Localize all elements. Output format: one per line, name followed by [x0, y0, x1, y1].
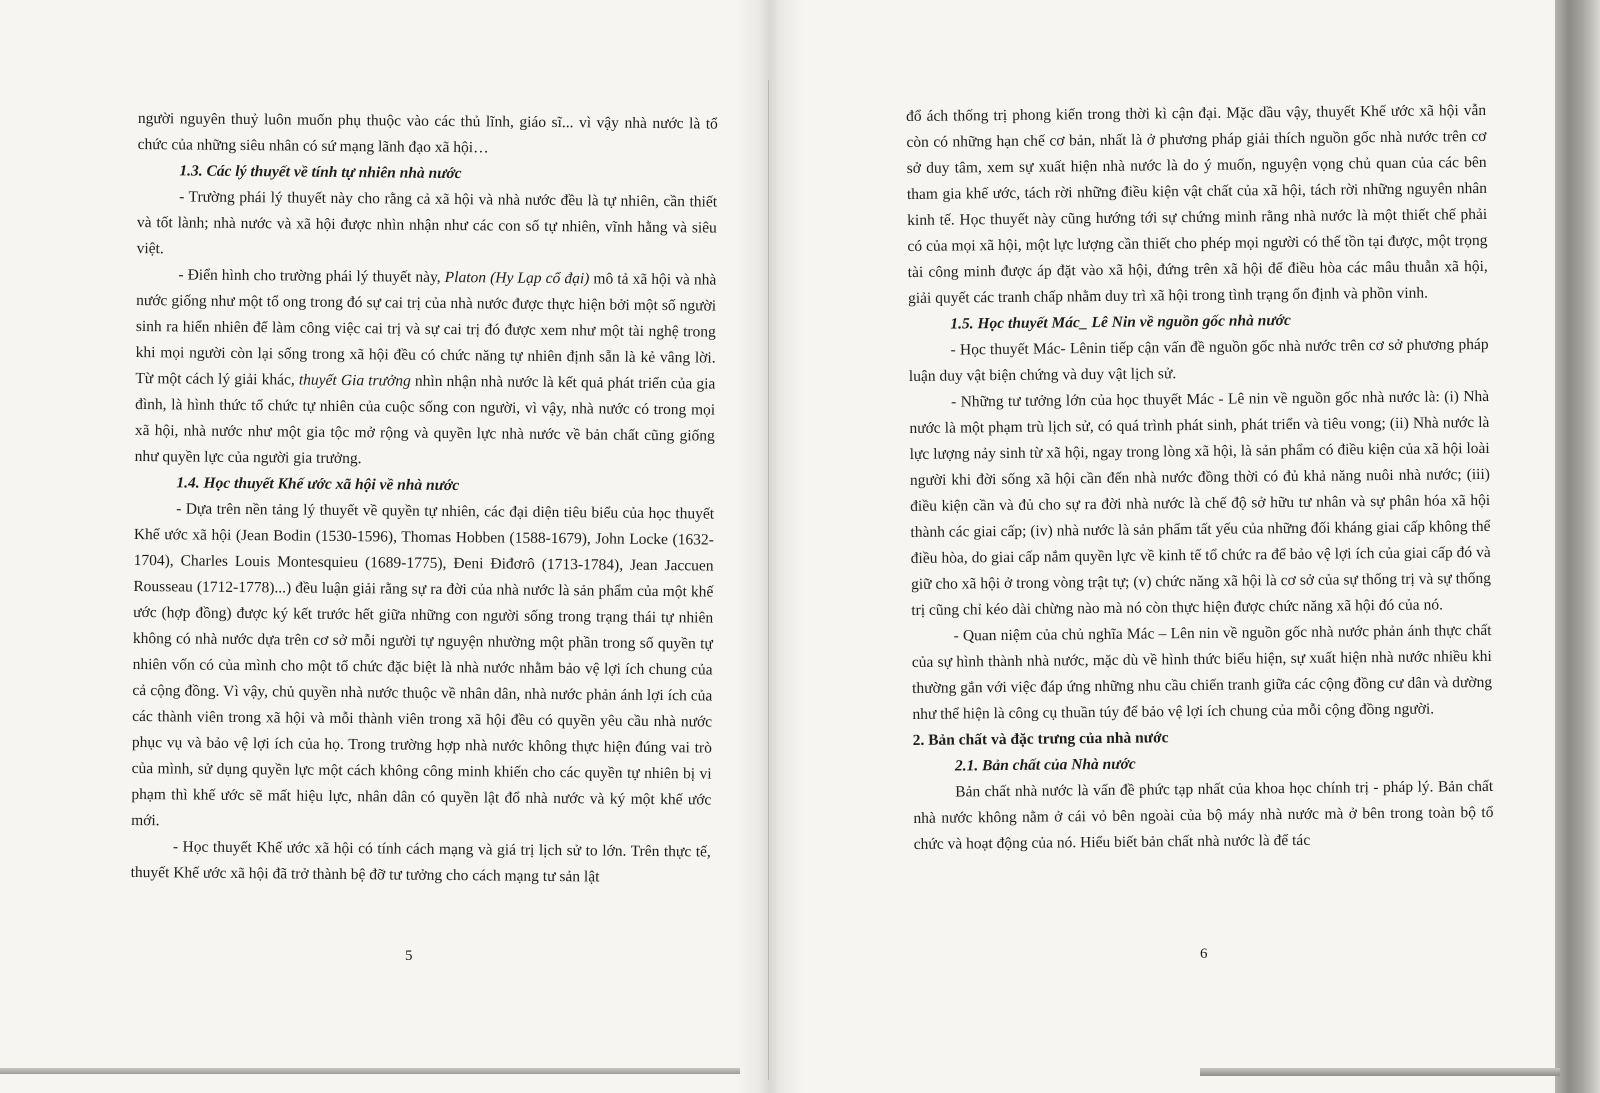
paragraph: - Những tư tưởng lớn của học thuyết Mác - Lê nin về nguồn gốc nhà nước là: (i) Nhà nước là một phạm trù lịch sử, có quá trình phát sinh, phát triển và tiêu vong; (ii) Nhà nước là lực lượng nảy sinh từ xã hội, ngay trong lòng xã hội, là sản phẩm có điều kiện của xã hội loài người khi đời sống xã hội cần đến nhà nước đồng thời có đủ khả năng nuôi nhà nước; (iii) điều kiện cần và đủ cho sự ra đời nhà nước là chế độ sở hữu tư nhân và sự phân hóa xã hội thành các giai cấp; (iv) nhà nước là sản phẩm tất yếu của những đối kháng giai cấp không thể điều hòa, do giai cấp nắm quyền lực về kinh tế tổ chức ra để bảo vệ lợi ích của giai cấp đó và giữ cho xã hội ở trong vòng trật tự; (v) chức năng xã hội là cơ sở của sự thống trị và sự thống trị cũng chỉ kéo dài chừng nào mà nó còn thực hiện được chức năng xã hội đó của nó. [909, 387, 1492, 619]
page-number: 5 [405, 948, 413, 964]
scan-bottom-edge-left [0, 1068, 740, 1074]
scan-edge [1555, 0, 1600, 1093]
paragraph: đổ ách thống trị phong kiến trong thời kì cận đại. Mặc dầu vậy, thuyết Khế ước xã hội vẫn còn có những hạn chế cơ bản, nhất là ở phương pháp giải thích nguồn gốc nhà nước trên cơ sở duy tâm, xem sự xuất hiện nhà nước là do ý muốn, nguyện vọng chủ quan của các bên tham gia khế ước, tách rời những điều kiện vật chất của xã hội, tách rời những nguyên nhân kinh tế. Học thuyết này cũng hướng tới sự chứng minh rằng nhà nước là một thiết chế phải có của mọi xã hội, một lực lượng cần thiết cho phép mọi người có thể tồn tại được, một trọng tài công minh được áp đặt vào xã hội, đứng trên xã hội để điều hòa các mâu thuẫn xã hội, giải quyết các tranh chấp nhằm duy trì xã hội trong tình trạng ổn định và phồn vinh. [906, 101, 1488, 307]
section-heading: 1.5. Học thuyết Mác_ Lê Nin về nguồn gốc nhà nước [950, 311, 1291, 333]
paragraph [135, 262, 717, 476]
paragraph: - Học thuyết Khế ước xã hội có tính cách mạng và giá trị lịch sử to lớn. Trên thực tế, thuyết Khế ước xã hội đã trở thành bệ đỡ tư tưởng cho cách mạng tư sản lật [130, 838, 711, 886]
chapter-heading: 2. Bản chất và đặc trưng của nhà nước [912, 729, 1169, 749]
section-heading: 2.1. Bản chất của Nhà nước [954, 755, 1136, 775]
paragraph: - Học thuyết Mác- Lênin tiếp cận vấn đề nguồn gốc nhà nước trên cơ sở phương pháp luận duy vật biện chứng và duy vật lịch sử. [908, 335, 1489, 385]
text-run: mô tả xã hội và nhà nước giống như một tổ ong trong đó sự cai trị của nhà nước được thực hiện bởi một số người sinh ra hiển nhiên để làm công việc cai trị và sự cai trị đó được xem như một tài nghệ trong khi mọi người còn lại sống trong xã hội đều có chức năng tự nhiên định sẵn là kẻ vâng lời. Từ một cách lý giải khác, [135, 270, 717, 389]
paragraph: - Trường phái lý thuyết này cho rằng cả xã hội và nhà nước đều là tự nhiên, cần thiết và tốt lành; nhà nước và xã hội được nhìn nhận như các con số tự nhiên, vĩnh hằng và siêu việt. [136, 188, 718, 258]
paragraph: người nguyên thuỷ luôn muốn phụ thuộc vào các thủ lĩnh, giáo sĩ... vì vậy nhà nước là tổ chức của những siêu nhân có sứ mạng lãnh đạo xã hội… [137, 109, 718, 157]
paragraph: - Dựa trên nền tảng lý thuyết về quyền tự nhiên, các đại diện tiêu biểu của học thuyết Khế ước xã hội (Jean Bodin (1530-1596), Thomas Hobben (1588-1679), John Locke (1632-1704), Charles Louis Montesquieu (1689-1775), Đeni Điđơrô (1713-1784), Jean Jaccuen Rousseau (1712-1778)...) đều luận giải rằng sự ra đời của nhà nước là sản phẩm của một khế ước (hợp đồng) được ký kết trước hết giữa những con người sống trong trạng thái tự nhiên không có nhà nước dựa trên cơ sở mỗi người tự nguyện nhường một phần trong số quyền tự nhiên vốn có của mình cho một tổ chức đặc biệt là nhà nước nhằm bảo vệ lợi ích chung của cả cộng đồng. Vì vậy, chủ quyền nhà nước thuộc về nhân dân, nhà nước phản ánh lợi ích của các thành viên trong xã hội và mỗi thành viên trong xã hội đều có quyền yêu cầu nhà nước phục vụ và bảo vệ lợi ích của họ. Trong trường hợp nhà nước không thực hiện đúng vai trò của mình, sử dụng quyền lực một cách không công minh khiến cho các quyền tự nhiên bị vi phạm thì khế ước sẽ mất hiệu lực, nhân dân có quyền lật đổ nhà nước và ký một khế ước mới. [131, 500, 715, 830]
section-heading: 1.3. Các lý thuyết về tính tự nhiên nhà nước [179, 162, 462, 183]
section-heading: 1.4. Học thuyết Khế ước xã hội về nhà nước [176, 474, 460, 495]
text-run: - Điển hình cho trường phái lý thuyết này, [178, 266, 445, 286]
left-page [131, 106, 718, 892]
paragraph: Bản chất nhà nước là vấn đề phức tạp nhất của khoa học chính trị - pháp lý. Bản chất nhà nước không nằm ở cái vỏ bên ngoài của bộ máy nhà nước mà ở bên trong toàn bộ tổ chức và hoạt động của nó. Hiểu biết bản chất nhà nước là để tác [913, 777, 1494, 853]
scan-bottom-edge-right [1200, 1068, 1560, 1076]
italic-text: Platon (Hy Lạp cổ đại) [444, 268, 590, 288]
italic-text: thuyết Gia trưởng [298, 371, 411, 390]
book-gutter-shadow [735, 0, 805, 1093]
text-run: nhìn nhận nhà nước là kết quả phát triển của gia đình, là hình thức tổ chức tự nhiên của cuộc sống con người, vì vậy, nhà nước có trong mọi xã hội, nhà nước như một gia tộc mở rộng và quyền lực nhà nước về bản chất cũng giống như quyền lực của người gia trưởng. [134, 372, 716, 468]
page-number: 6 [1200, 946, 1208, 962]
right-page [906, 98, 1494, 858]
paragraph: - Quan niệm của chủ nghĩa Mác – Lên nin về nguồn gốc nhà nước phản ánh thực chất của sự hình thành nhà nước, mặc dù về hình thức biểu hiện, sự xuất hiện nhà nước nhiều khi thường gắn với việc đáp ứng những nhu cầu chiến tranh giữa các cộng đồng cư dân và dường như thể hiện là công cụ thuần túy để bảo vệ lợi ích chung của mỗi cộng đồng người. [911, 621, 1493, 723]
book-spine [768, 80, 769, 1080]
